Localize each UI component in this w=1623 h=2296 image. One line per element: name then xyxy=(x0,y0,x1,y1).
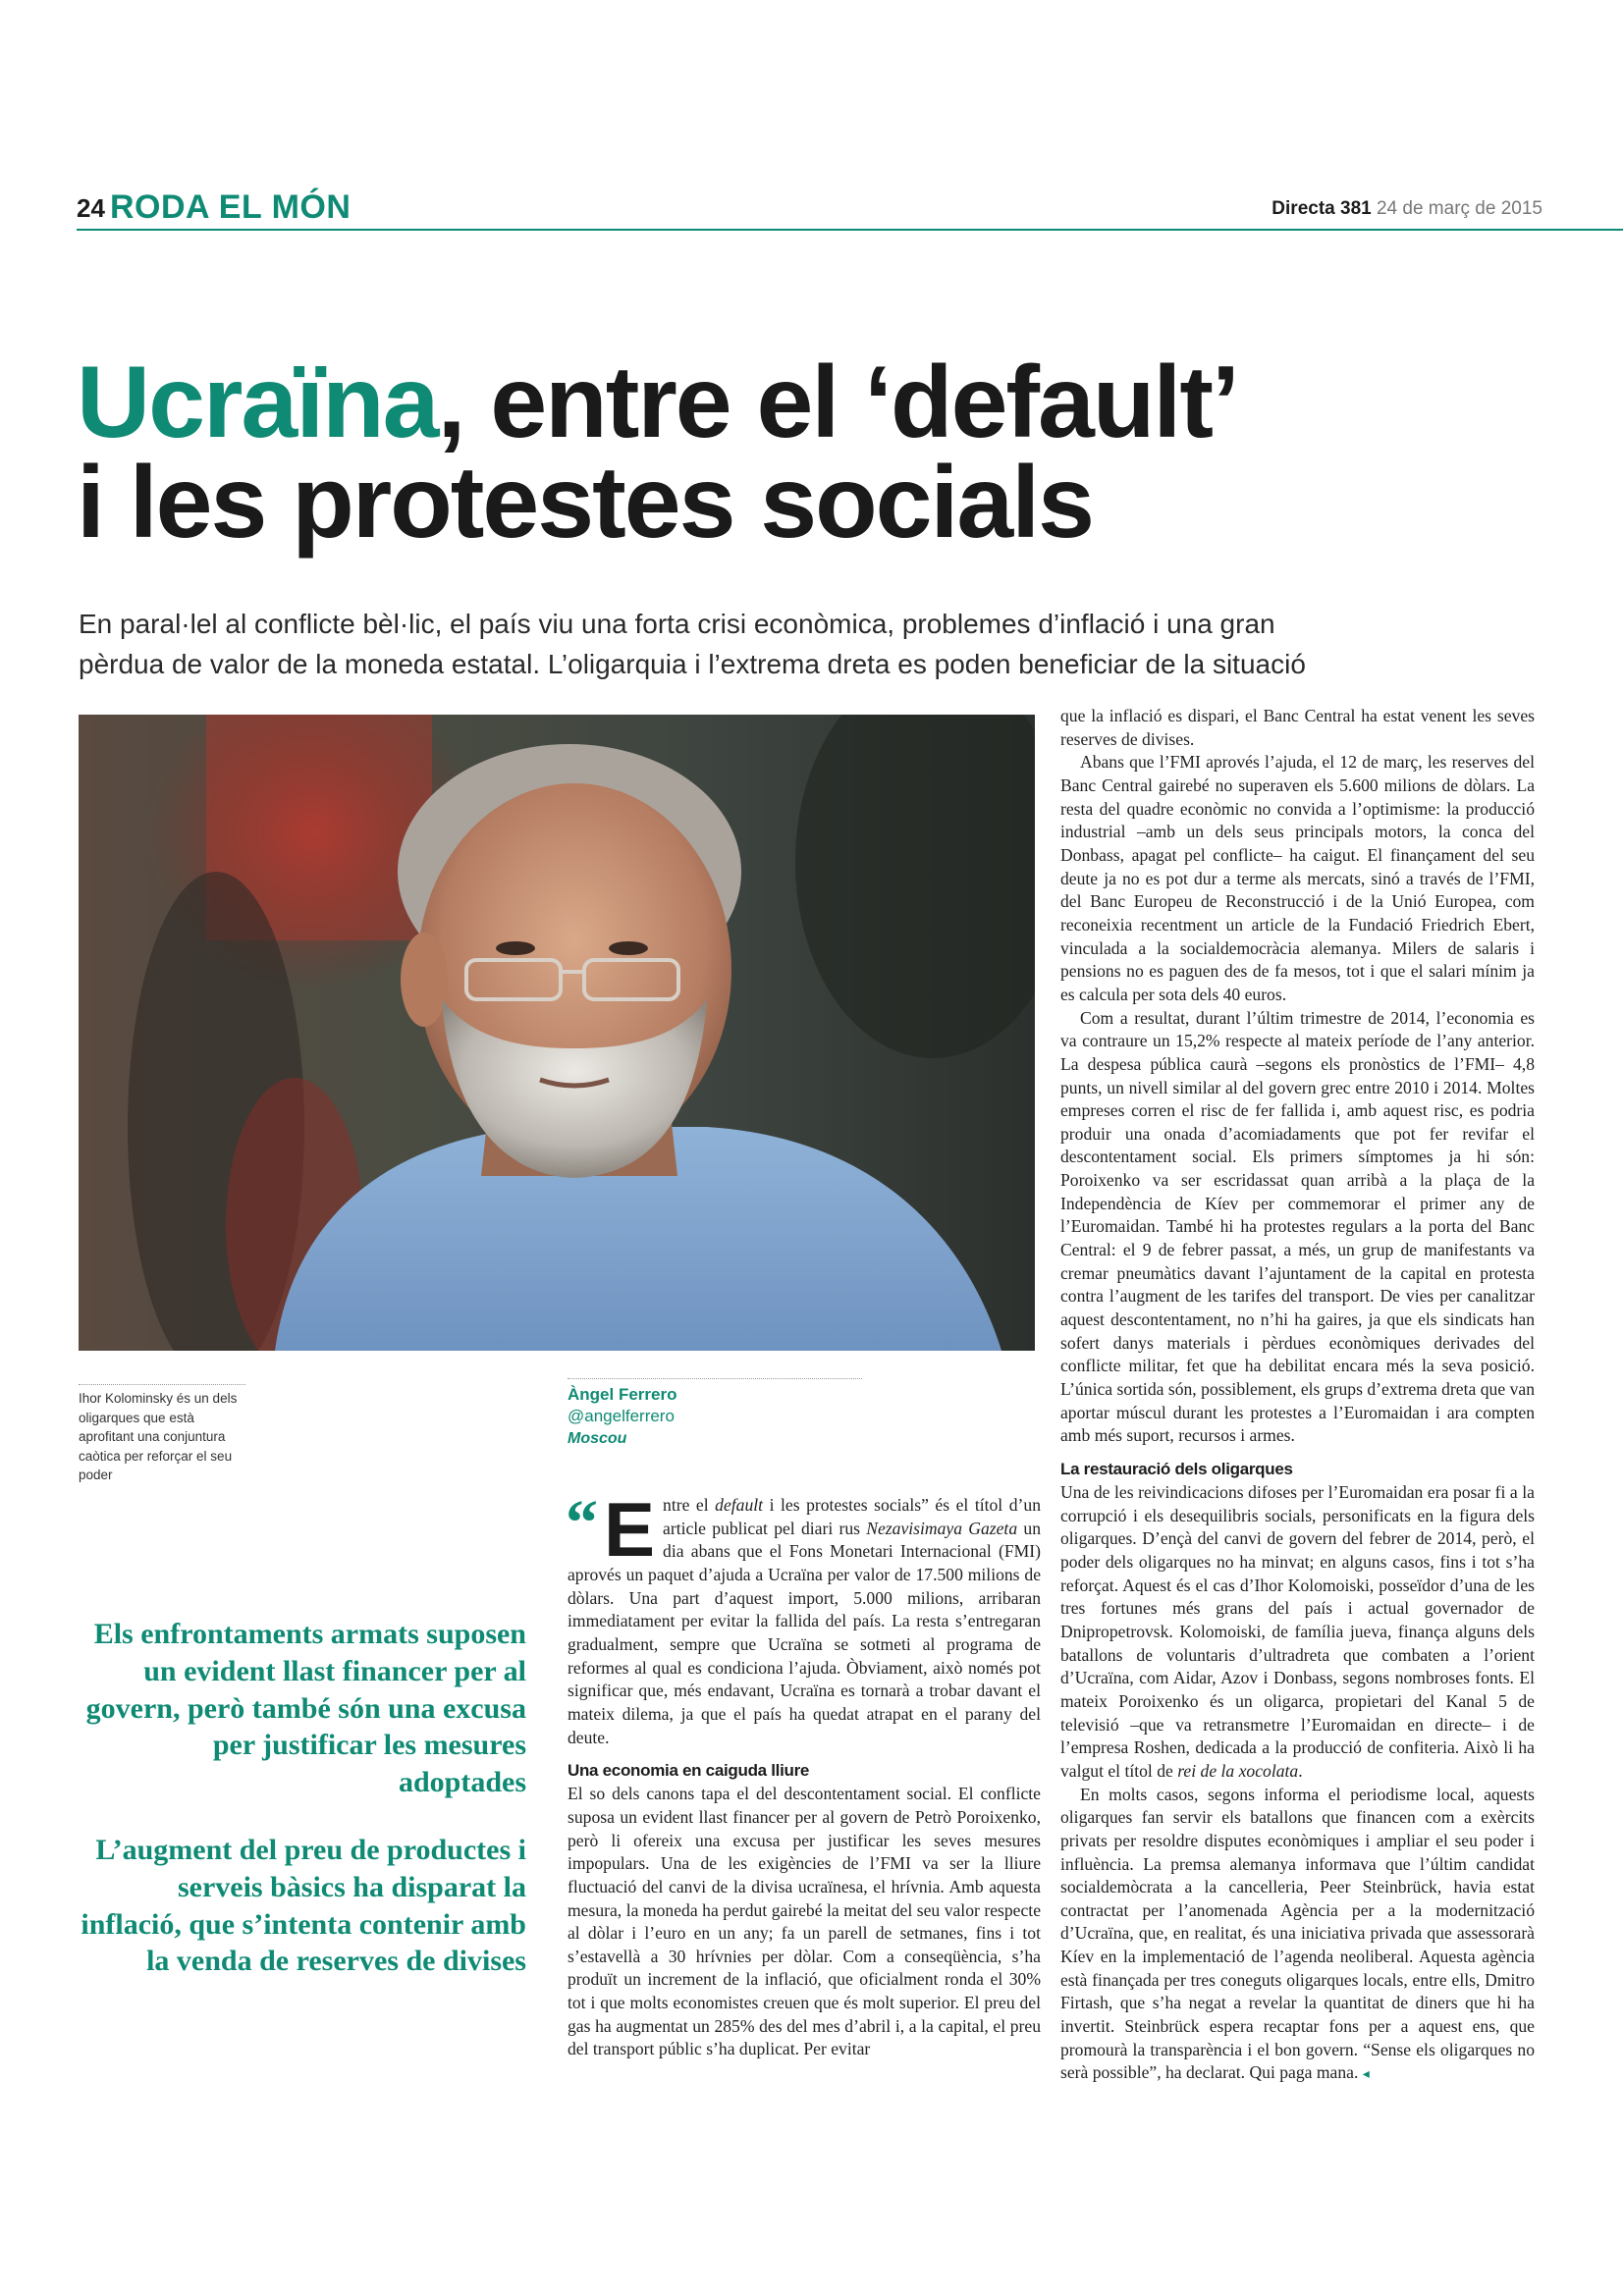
quote-mark-icon: “ xyxy=(566,1487,598,1559)
headline-line2: i les protestes socials xyxy=(77,445,1093,560)
paragraph-oligarques: Una de les reivindicacions difoses per l’Euromaidan era posar fi a la corrupció i els desequilibris socials, personificats en la figura dels oligarques. D’ençà del canvi de govern del febrer de 2014, però, el poder dels oligarques no ha minvat; en alguns casos, fins i tot s’ha reforçat. Aquest és el cas d’Ihor Kolomoiski, posseïdor d’una de les tres fortunes més grans del país i actual governador de Dnipropetrovsk. Kolomoiski, de família jueva, finança alguns dels batallons de voluntaris d’ultradreta que combaten a l’orient d’Ucraïna, com Aidar, Azov i Donbass, segons nombroses fonts. El mateix Poroixenko és un oligarca, propietari del Kanal 5 de televisió –que va retransmetre l’Euromaidan en directe– i de l’empresa Roshen, dedicada a la producció de confiteria. Això li ha valgut el títol de rei de la xocolata. xyxy=(1060,1482,1535,1781)
subhead-economia: Una economia en caiguda lliure xyxy=(568,1761,810,1781)
portrait-photo xyxy=(79,715,1035,1351)
header-rule xyxy=(77,229,1623,231)
lede-line1: En paral·lel al conflicte bèl·lic, el país viu una forta crisi econòmica, problemes d’inflació i una gran xyxy=(79,609,1275,639)
lede-line2: pèrdua de valor de la moneda estatal. L’oligarquia i l’extrema dreta es poden beneficiar de la situació xyxy=(79,648,1306,679)
pull-quote-2: L’augment del preu de productes i serveis bàsics ha disparat la inflació, que s’intenta contenir amb la venda de reserves de divises xyxy=(81,1834,526,1978)
headline-accent: Ucraïna xyxy=(77,346,438,459)
article-column-1 xyxy=(566,1486,1041,2061)
article-column-2 xyxy=(1060,705,1535,2085)
author-handle: @angelferrero xyxy=(568,1407,675,1425)
paragraph-reserves: Abans que l’FMI aprovés l’ajuda, el 12 de març, les reserves del Banc Central gairebé no superaven els 5.600 milions de dòlars. La resta del quadre econòmic no convida a l’optimisme: la producció industrial –amb un dels seus principals motors, la conca del Donbass, apagat pel conflicte– ha caigut. El finançament del seu deute ja no es pot dur a terme als mercats, sinó a través de l’FMI, del Banc Europeu de Reconstrucció i de la Unió Europea, com reconeixia recentment un article de la Fundació Friedrich Ebert, vinculada a la socialdemocràcia alemanya. Milers de salaris i pensions no es paguen des de fa mesos, tot i que el salari mínim ja es calcula per sota dels 40 euros. xyxy=(1060,752,1535,1004)
issue-date: 24 de març de 2015 xyxy=(1376,198,1542,219)
pull-quote-1: Els enfrontaments armats suposen un evident llast financer per al govern, però també són una excusa per justificar les mesures adoptades xyxy=(85,1618,526,1799)
paragraph-final: En molts casos, segons informa el periodisme local, aquests oligarques fan servir els batallons que financen com a exèrcits privats per resoldre disputes econòmiques i ampliar el seu poder i influència. La premsa alemanya informava que l’últim candidat socialdemòcrata a la cancelleria, Peer Steinbrück, havia estat contractat per l’anomenada Agència per a la modernització d’Ucraïna, que, en realitat, és una iniciativa privada que assessorarà Kíev en la implementació de l’agenda neoliberal. Aquesta agència està finançada per tres coneguts oligarques locals, entre ells, Dmitro Firtash, que s’ha negat a revelar la quantitat de diners que hi ha invertit. Steinbrück espera recaptar fons per a aquest ens, que promourà la transparència i el bon govern. “Sense els oligarques no serà possible”, ha declarat. Qui paga mana. ◂ xyxy=(1060,1784,1535,2083)
lede xyxy=(79,605,1345,684)
dateline-location: Moscou xyxy=(568,1430,627,1447)
publication-name: Directa 381 xyxy=(1271,198,1372,219)
author-name: Àngel Ferrero xyxy=(568,1385,677,1404)
issue-info xyxy=(1271,198,1542,220)
paragraph-result: Com a resultat, durant l’últim trimestre de 2014, l’economia es va contraure un 15,2% respecte al mateix període de l’any anterior. La despesa pública caurà –segons els pronòstics de l’FMI– 4,8 punts, un nivell similar al del govern grec entre 2010 i 2014. Moltes empreses corren el risc de fer fallida i, amb aquest risc, es podria produir una onada d’acomiadaments que pot fer revifar el descontentament social. Els primers símptomes ja hi són: Poroixenko va ser escridassat quan arribà a la plaça de la Independència de Kíev per commemorar el primer any de l’Euromaidan. També hi ha protestes regulars a la porta del Banc Central: el 9 de febrer passat, a més, un grup de manifestants va cremar pneumàtics davant l’ajuntament de la capital en protesta contra l’augment de les tarifes del transport. De vies per canalitzar aquest descontentament, no n’hi ha gaires, ja que els sindicats han sofert danys materials i pèrdues econòmiques derivades del conflicte militar, fet que ha debilitat encara més la seva posició. L’única sortida són, possiblement, els grups d’extrema dreta que van aportar múscul durant les protestes a l’Euromaidan i ara compten amb més suport, recursos i armes. xyxy=(1060,1007,1535,1446)
section-title: RODA EL MÓN xyxy=(110,188,352,226)
end-mark-icon: ◂ xyxy=(1362,2067,1370,2083)
subhead-oligarques: La restauració dels oligarques xyxy=(1060,1460,1293,1478)
headline-line1-rest: , entre el ‘default’ xyxy=(437,346,1238,459)
photo-caption: Ihor Kolominsky és un dels oligarques que està aprofitant una conjuntura caòtica per reforçar el seu poder xyxy=(79,1384,245,1485)
intro-paragraph: “ E ntre el default i les protestes socials” és el títol d’un article publicat pel diari rus Nezavisimaya Gazeta un dia abans que el Fons Monetari Internacional (FMI) aprovés un paquet d’ajuda a Ucraïna per valor de 17.500 milions de dòlars. Una part d’aquest import, 5.000 milions, arribaran immediatament per evitar la fallida del país. La resta s’entregaran gradualment, sempre que Ucraïna se sotmeti al programa de reformes al qual es condiciona l’ajuda. Òbviament, això només pot significar que, més endavant, Ucraïna es tornarà a trobar davant el mateix dilema, ja que el país ha quedat atrapat en el parany del deute. xyxy=(566,1486,1041,1747)
drop-cap: E xyxy=(604,1486,656,1573)
page-number: 24 xyxy=(77,193,105,223)
paragraph-economia: El so dels canons tapa el del descontentament social. El conflicte suposa un evident llast financer per al govern de Petrò Poroixenko, però li ofereix una excusa per justificar les seves mesures impopulars. Una de les exigències de l’FMI va ser la lliure fluctuació del canvi de la divisa ucraïnesa, el hrívnia. Amb aquesta mesura, la moneda ha perdut gairebé la meitat del seu valor respecte al dòlar i l’euro en un any; fa un parell de setmanes, fins i tot s’estavellà a 30 hrívnies per dòlar. Com a conseqüència, s’ha produït un increment de la inflació, que oficialment ronda el 30% tot i que molts economistes creuen que és molt superior. El preu del gas ha augmentat un 285% des del mes d’abril i, a la capital, el preu del transport públic s’ha duplicat. Per evitar xyxy=(568,1784,1041,2059)
headline xyxy=(77,346,1549,560)
paragraph-continuation: que la inflació es dispari, el Banc Central ha estat venent les seves reserves de divises. xyxy=(1060,706,1535,749)
byline xyxy=(568,1378,862,1448)
